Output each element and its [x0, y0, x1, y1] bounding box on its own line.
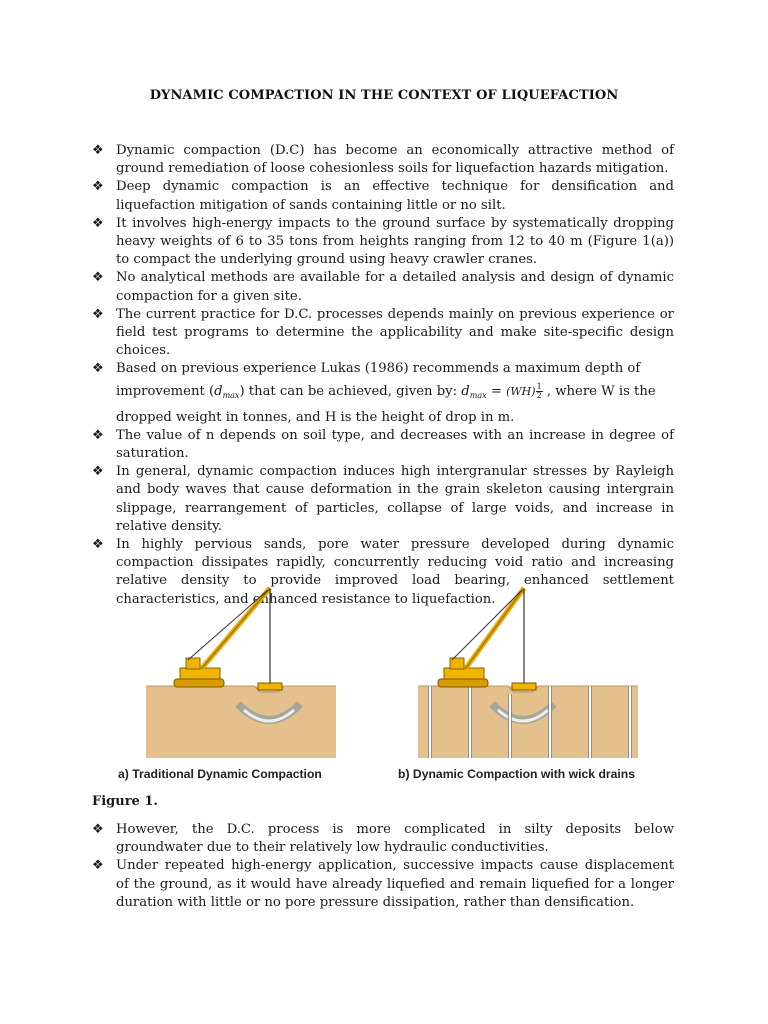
list-item: ❖ Deep dynamic compaction is an effective technique for densification and liquefaction mitigation of sands containing little or no silt. [92, 179, 674, 213]
diamond-bullet-icon: ❖ [92, 306, 104, 322]
list-item: ❖ Dynamic compaction (D.C) has become an economically attractive method of ground remediation of loose cohesionless soils for liquefaction hazards mitigation. [92, 143, 674, 177]
list-item: ❖ In general, dynamic compaction induces high intergranular stresses by Rayleigh and body waves that cause deformation in the grain skeleton causing intergrain slippage, rearrangement of particles, collapse of large voids, and increase in relative density. [92, 464, 674, 534]
diamond-bullet-icon: ❖ [92, 361, 104, 377]
diamond-outline-bullet-icon: ❖ [92, 822, 104, 837]
diamond-bullet-icon: ❖ [92, 427, 104, 443]
drop-weight [258, 683, 282, 690]
crane-cable [188, 590, 268, 660]
list-item: ❖ The current practice for D.C. processes depends mainly on previous experience or field test programs to determine the applicability and make site-specific design choices. [92, 306, 674, 359]
figure-caption-a: a) Traditional Dynamic Compaction [118, 767, 322, 781]
figure-1 [118, 586, 658, 786]
page-title: DYNAMIC COMPACTION IN THE CONTEXT OF LIQUEFACTION [149, 88, 619, 103]
secondary-bullet-list [92, 821, 674, 912]
drop-weight [512, 683, 536, 690]
crane-body [444, 668, 484, 680]
crane-cable [452, 590, 522, 660]
traditional-compaction-illustration [118, 586, 358, 766]
crane-tracks [174, 679, 224, 687]
formula-line: improvement $(d_{max})$ that can be achieved, given by: $d_{max} = (WH)$ $\frac{1}{2}$ , where W is the [116, 379, 674, 409]
formula-list-item: ❖ Based on previous experience Lukas (1986) recommends a maximum depth of improvement $(d_{max})$ that can be achieved, given by: $d_{max} = (WH)$ $\frac{1}{2}$ , where W is the dropped weight in tonnes, and H is the height of drop in m. [92, 360, 674, 426]
figure-panel-a [118, 586, 358, 786]
lukas-formula: $d_{max} = (WH)$ $\frac{1}{2}$ [461, 381, 542, 400]
diamond-bullet-icon: ❖ [92, 143, 104, 158]
figure-panel-b [398, 586, 648, 786]
wick-drain-compaction-illustration [408, 586, 648, 766]
diamond-bullet-icon: ❖ [92, 215, 104, 231]
figure-caption-b: b) Dynamic Compaction with wick drains [398, 767, 636, 781]
diamond-bullet-icon: ❖ [92, 270, 104, 286]
crane-tracks [438, 679, 488, 687]
list-item: ❖ Under repeated high-energy application, successive impacts cause displacement of the ground, as it would have already liquefied and remain liquefied for a longer duration with little or no pore pressure dissipation, rather than densification. [92, 858, 674, 910]
main-bullet-list [92, 142, 674, 609]
list-item: ❖ It involves high-energy impacts to the ground surface by systematically dropping heavy weights of 6 to 35 tons from heights ranging from 12 to 40 m (Figure 1(a)) to compact the underlying ground using heavy crawler cranes. [92, 215, 674, 268]
list-item: ❖ No analytical methods are available for a detailed analysis and design of dynamic compaction for a given site. [92, 270, 674, 304]
list-item: ❖ The value of n depends on soil type, and decreases with an increase in degree of saturation. [92, 427, 674, 462]
list-item: ❖ However, the D.C. process is more complicated in silty deposits below groundwater due to their relatively low hydraulic conductivities. [92, 822, 674, 856]
figure-label: Figure 1. [92, 794, 158, 809]
diamond-bullet-icon: ❖ [92, 537, 104, 553]
diamond-bullet-icon: ❖ [92, 179, 104, 195]
list-item: ❖ In highly pervious sands, pore water pressure developed during dynamic compaction dissipates rapidly, concurrently reducing void ratio and increasing relative density to provide improved load bearing, enhanced settlement characteristics, and enhanced resistance to liquefaction. [92, 537, 674, 607]
diamond-outline-bullet-icon: ❖ [92, 858, 104, 874]
diamond-bullet-icon: ❖ [92, 464, 104, 480]
soil-block [146, 686, 336, 758]
exponent-fraction: $\frac{1}{2}$ [536, 381, 542, 400]
dmax-variable: $d_{max}$ [214, 383, 240, 400]
crane-body [180, 668, 220, 680]
